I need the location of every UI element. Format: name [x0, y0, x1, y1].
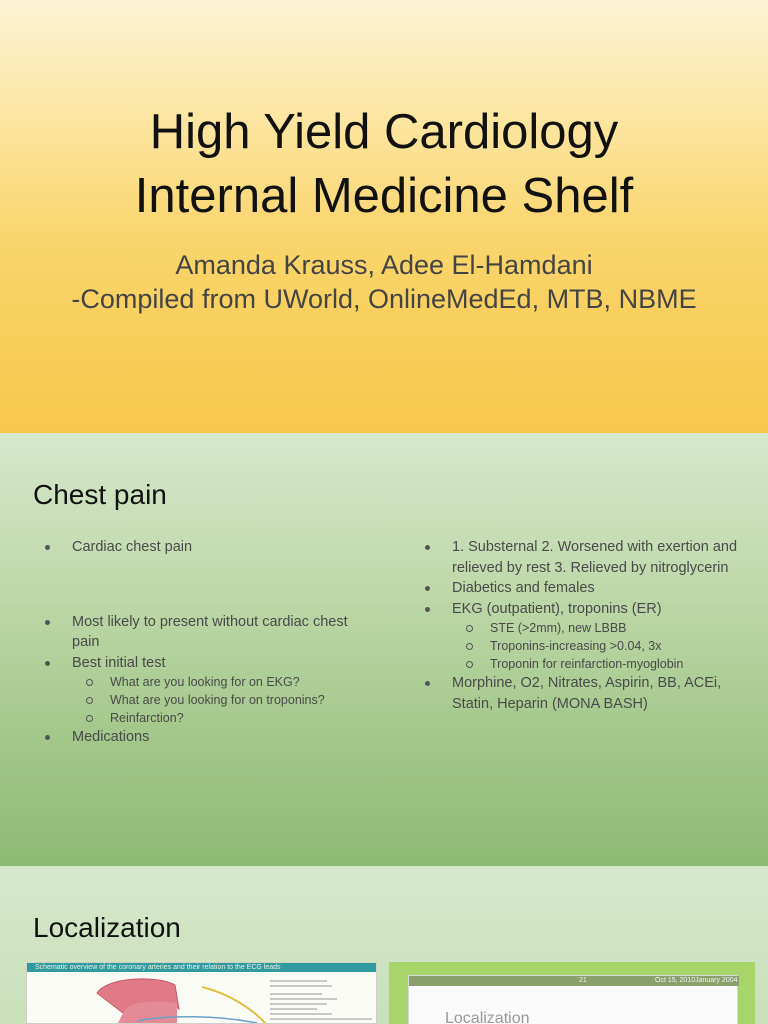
sub-bullet-item: Troponins-increasing >0.04, 3x — [423, 637, 743, 655]
localization-slide — [0, 866, 768, 1024]
sources: -Compiled from UWorld, OnlineMedEd, MTB, NBME — [71, 284, 697, 314]
bullet-item: Diabetics and females — [423, 578, 743, 599]
chest-pain-slide — [0, 433, 768, 866]
bullet-item: EKG (outpatient), troponins (ER) — [423, 599, 743, 620]
sub-bullet-item: Troponin for reinfarction-myoglobin — [423, 655, 743, 673]
sub-bullet-item: STE (>2mm), new LBBB — [423, 619, 743, 637]
bullet-item: Most likely to present without cardiac chest pain — [43, 612, 353, 653]
image-caption: Schematic overview of the coronary arteries and their relation to the ECG leads — [35, 964, 281, 971]
bullet-item: Medications — [43, 727, 353, 748]
right-bullet-column — [423, 537, 743, 714]
bullet-item: Cardiac chest pain — [43, 537, 353, 558]
title-slide — [0, 0, 768, 433]
title-line-2: Internal Medicine Shelf — [134, 169, 634, 223]
slide-title — [0, 100, 768, 228]
thumbnail-slide-number: 21 — [579, 977, 587, 984]
bullet-item: Best initial test — [43, 653, 353, 674]
thumbnail-slide — [408, 975, 738, 1024]
sub-bullet-item: What are you looking for on troponins? — [43, 691, 353, 709]
slide-subtitle — [0, 248, 768, 316]
slide-heading: Chest pain — [33, 479, 167, 510]
sub-bullet-item: Reinfarction? — [43, 709, 353, 727]
coronary-diagram-image — [26, 962, 377, 1024]
localization-slide-thumbnail — [389, 962, 755, 1024]
thumbnail-title: Localization — [445, 1010, 530, 1024]
thumbnail-date: Oct 15, 2010January 2004 — [655, 977, 738, 984]
left-bullet-column — [43, 537, 353, 748]
sub-bullet-item: What are you looking for on EKG? — [43, 673, 353, 691]
heart-diagram-icon — [27, 963, 377, 1024]
bullet-item: 1. Substernal 2. Worsened with exertion and relieved by rest 3. Relieved by nitroglycerin — [423, 537, 743, 578]
slide-heading: Localization — [33, 912, 181, 943]
bullet-item: Morphine, O2, Nitrates, Aspirin, BB, ACEi, Statin, Heparin (MONA BASH) — [423, 673, 743, 714]
authors: Amanda Krauss, Adee El-Hamdani — [175, 250, 593, 280]
title-line-1: High Yield Cardiology — [149, 105, 619, 159]
spacer — [43, 558, 353, 612]
